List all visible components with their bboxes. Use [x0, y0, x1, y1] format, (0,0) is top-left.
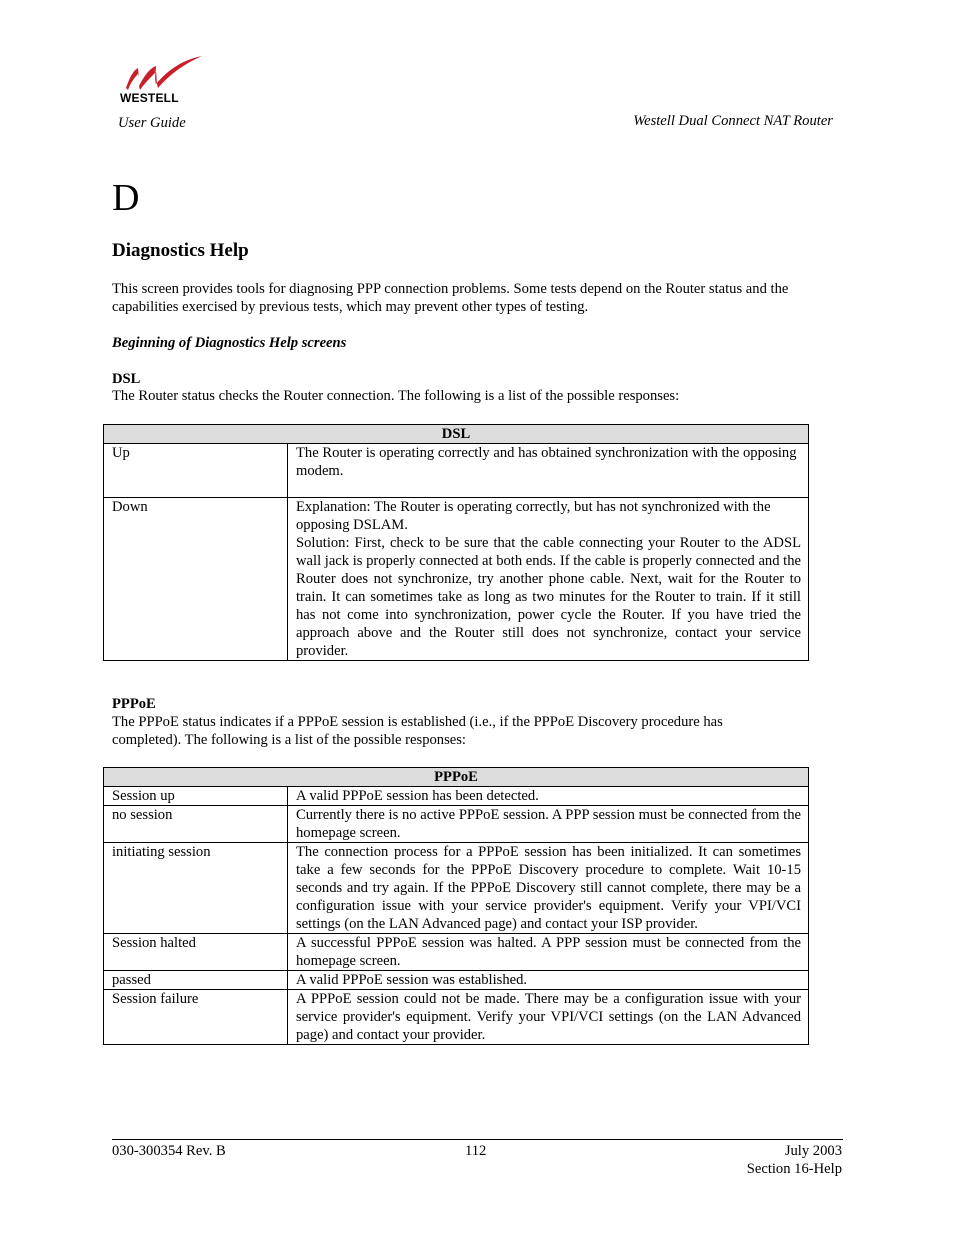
- explanation-text: Explanation: The Router is operating correctly, but has not synchronized with the opposing DSLAM.: [296, 499, 771, 533]
- solution-text: Solution: First, check to be sure that the cable connecting your Router to the ADSL wall jack is properly connected at both ends. If the cable is properly connected and the Router does not synchronize, try another phone cable. Next, wait for the Router to train. It can sometimes take as long as two minutes for the Router to train. If it still has not come into synchronization, power cycle the Router. If you have tried the approach above and the Router still does not synchronize, contact your service provider.: [296, 535, 801, 659]
- intro-paragraph: This screen provides tools for diagnosing PPP connection problems. Some tests depend on the Router status and the capabilities exercised by previous tests, which may prevent other types of testing.: [112, 281, 789, 315]
- logo-wordmark: WESTELL: [120, 91, 179, 105]
- table-row: [104, 843, 809, 934]
- dsl-description: The Router status checks the Router connection. The following is a list of the possible responses:: [112, 388, 680, 404]
- footer-date-section: [747, 1142, 842, 1178]
- footer-page-number: 112: [465, 1143, 487, 1159]
- table-row: [104, 498, 809, 661]
- header-user-guide: User Guide: [118, 115, 186, 131]
- table-row: [104, 934, 809, 971]
- table-row: [104, 787, 809, 806]
- dsl-heading: DSL: [112, 371, 141, 387]
- response-cell: Currently there is no active PPPoE session. A PPP session must be connected from the homepage screen.: [288, 806, 809, 843]
- table-row: [104, 990, 809, 1045]
- status-cell: passed: [104, 971, 288, 990]
- dsl-table: [103, 424, 809, 661]
- page-title: Diagnostics Help: [112, 240, 249, 261]
- table-row: [104, 444, 809, 498]
- status-cell: Session failure: [104, 990, 288, 1045]
- response-cell: A valid PPPoE session has been detected.: [288, 787, 809, 806]
- footer-divider: [112, 1139, 843, 1140]
- footer-date: July 2003: [784, 1143, 842, 1159]
- response-cell: A PPPoE session could not be made. There may be a configuration issue with your service provider's equipment. Verify your VPI/VCI settings (on the LAN Advanced page) and contact your provider.: [288, 990, 809, 1045]
- pppoe-table: [103, 767, 809, 1045]
- status-cell: Up: [104, 444, 288, 498]
- status-cell: initiating session: [104, 843, 288, 934]
- status-cell: Down: [104, 498, 288, 661]
- table-row: [104, 971, 809, 990]
- chapter-letter: D: [112, 177, 140, 219]
- westell-swoosh-icon: [112, 54, 204, 94]
- response-cell: A successful PPPoE session was halted. A PPP session must be connected from the homepage screen.: [288, 934, 809, 971]
- footer-section: Section 16-Help: [746, 1161, 842, 1177]
- beginning-label: Beginning of Diagnostics Help screens: [112, 335, 347, 351]
- status-cell: Session up: [104, 787, 288, 806]
- response-cell: The Router is operating correctly and has obtained synchronization with the opposing modem.: [288, 444, 809, 498]
- pppoe-description: The PPPoE status indicates if a PPPoE session is established (i.e., if the PPPoE Discovery procedure has completed). The following is a list of the possible responses:: [112, 714, 723, 748]
- pppoe-table-header: PPPoE: [104, 768, 809, 787]
- status-cell: no session: [104, 806, 288, 843]
- response-cell: A valid PPPoE session was established.: [288, 971, 809, 990]
- dsl-table-header: DSL: [104, 425, 809, 444]
- response-cell: The connection process for a PPPoE session has been initialized. It can sometimes take a few seconds for the PPPoE Discovery procedure to complete. Wait 10-15 seconds and try again. If the PPPoE Discovery still cannot complete, there may be a configuration issue with your service provider's equipment. Verify your VPI/VCI settings (on the LAN Advanced page) and contact your ISP provider.: [288, 843, 809, 934]
- response-cell: [288, 498, 809, 661]
- pppoe-heading: PPPoE: [112, 696, 156, 712]
- footer-doc-number: 030-300354 Rev. B: [112, 1143, 226, 1159]
- table-row: [104, 806, 809, 843]
- header-product-name: Westell Dual Connect NAT Router: [633, 113, 833, 129]
- westell-logo: [112, 54, 204, 108]
- status-cell: Session halted: [104, 934, 288, 971]
